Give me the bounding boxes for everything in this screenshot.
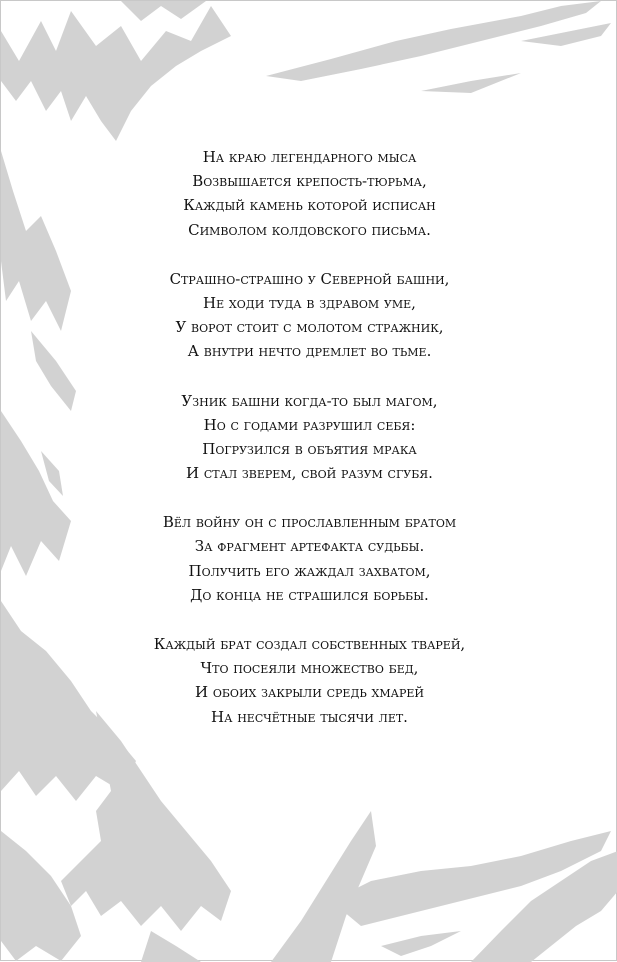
poem-line: И стал зверем, свой разум сгубя. bbox=[186, 464, 433, 483]
stanza-3 bbox=[1, 389, 617, 486]
stanza-5 bbox=[1, 632, 617, 729]
poem-line: Узник башни когда-то был магом, bbox=[181, 391, 438, 410]
poem-line: На краю легендарного мыса bbox=[202, 148, 417, 166]
poem-line: Вёл войну он с прославленным братом bbox=[162, 513, 457, 532]
poem-line: Страшно-страшно у Северной башни, bbox=[169, 269, 450, 288]
poem-line: Каждый камень которой исписан bbox=[183, 196, 436, 215]
poem-line: Возвышается крепость-тюрьма, bbox=[192, 172, 427, 191]
poem-line: За фрагмент артефакта судьбы. bbox=[194, 537, 425, 556]
poem-line: На несчётные тысячи лет. bbox=[211, 707, 408, 726]
poem-line: Погрузился в объятия мрака bbox=[202, 439, 417, 458]
stanza-2 bbox=[1, 267, 617, 364]
poem-line: У ворот стоит с молотом стражник, bbox=[175, 318, 444, 337]
poem-line: Получить его жаждал захватом, bbox=[188, 561, 431, 580]
poem-line: До конца не страшился борьбы. bbox=[190, 585, 429, 604]
stanza-4 bbox=[1, 510, 617, 607]
poem-line: И обоих закрыли средь хмарей bbox=[194, 683, 425, 702]
poem-line: А внутри нечто дремлет во тьме. bbox=[187, 342, 432, 361]
poem-line: Но с годами разрушил себя: bbox=[203, 415, 416, 434]
poem-line: Символом колдовского письма. bbox=[188, 220, 431, 239]
poem bbox=[1, 145, 617, 754]
poem-line: Каждый брат создал собственных тварей, bbox=[153, 635, 466, 653]
stanza-1 bbox=[1, 145, 617, 242]
poem-line: Не ходи туда в здравом уме, bbox=[203, 293, 416, 312]
poem-line: Что посеяли множество бед, bbox=[200, 659, 419, 678]
